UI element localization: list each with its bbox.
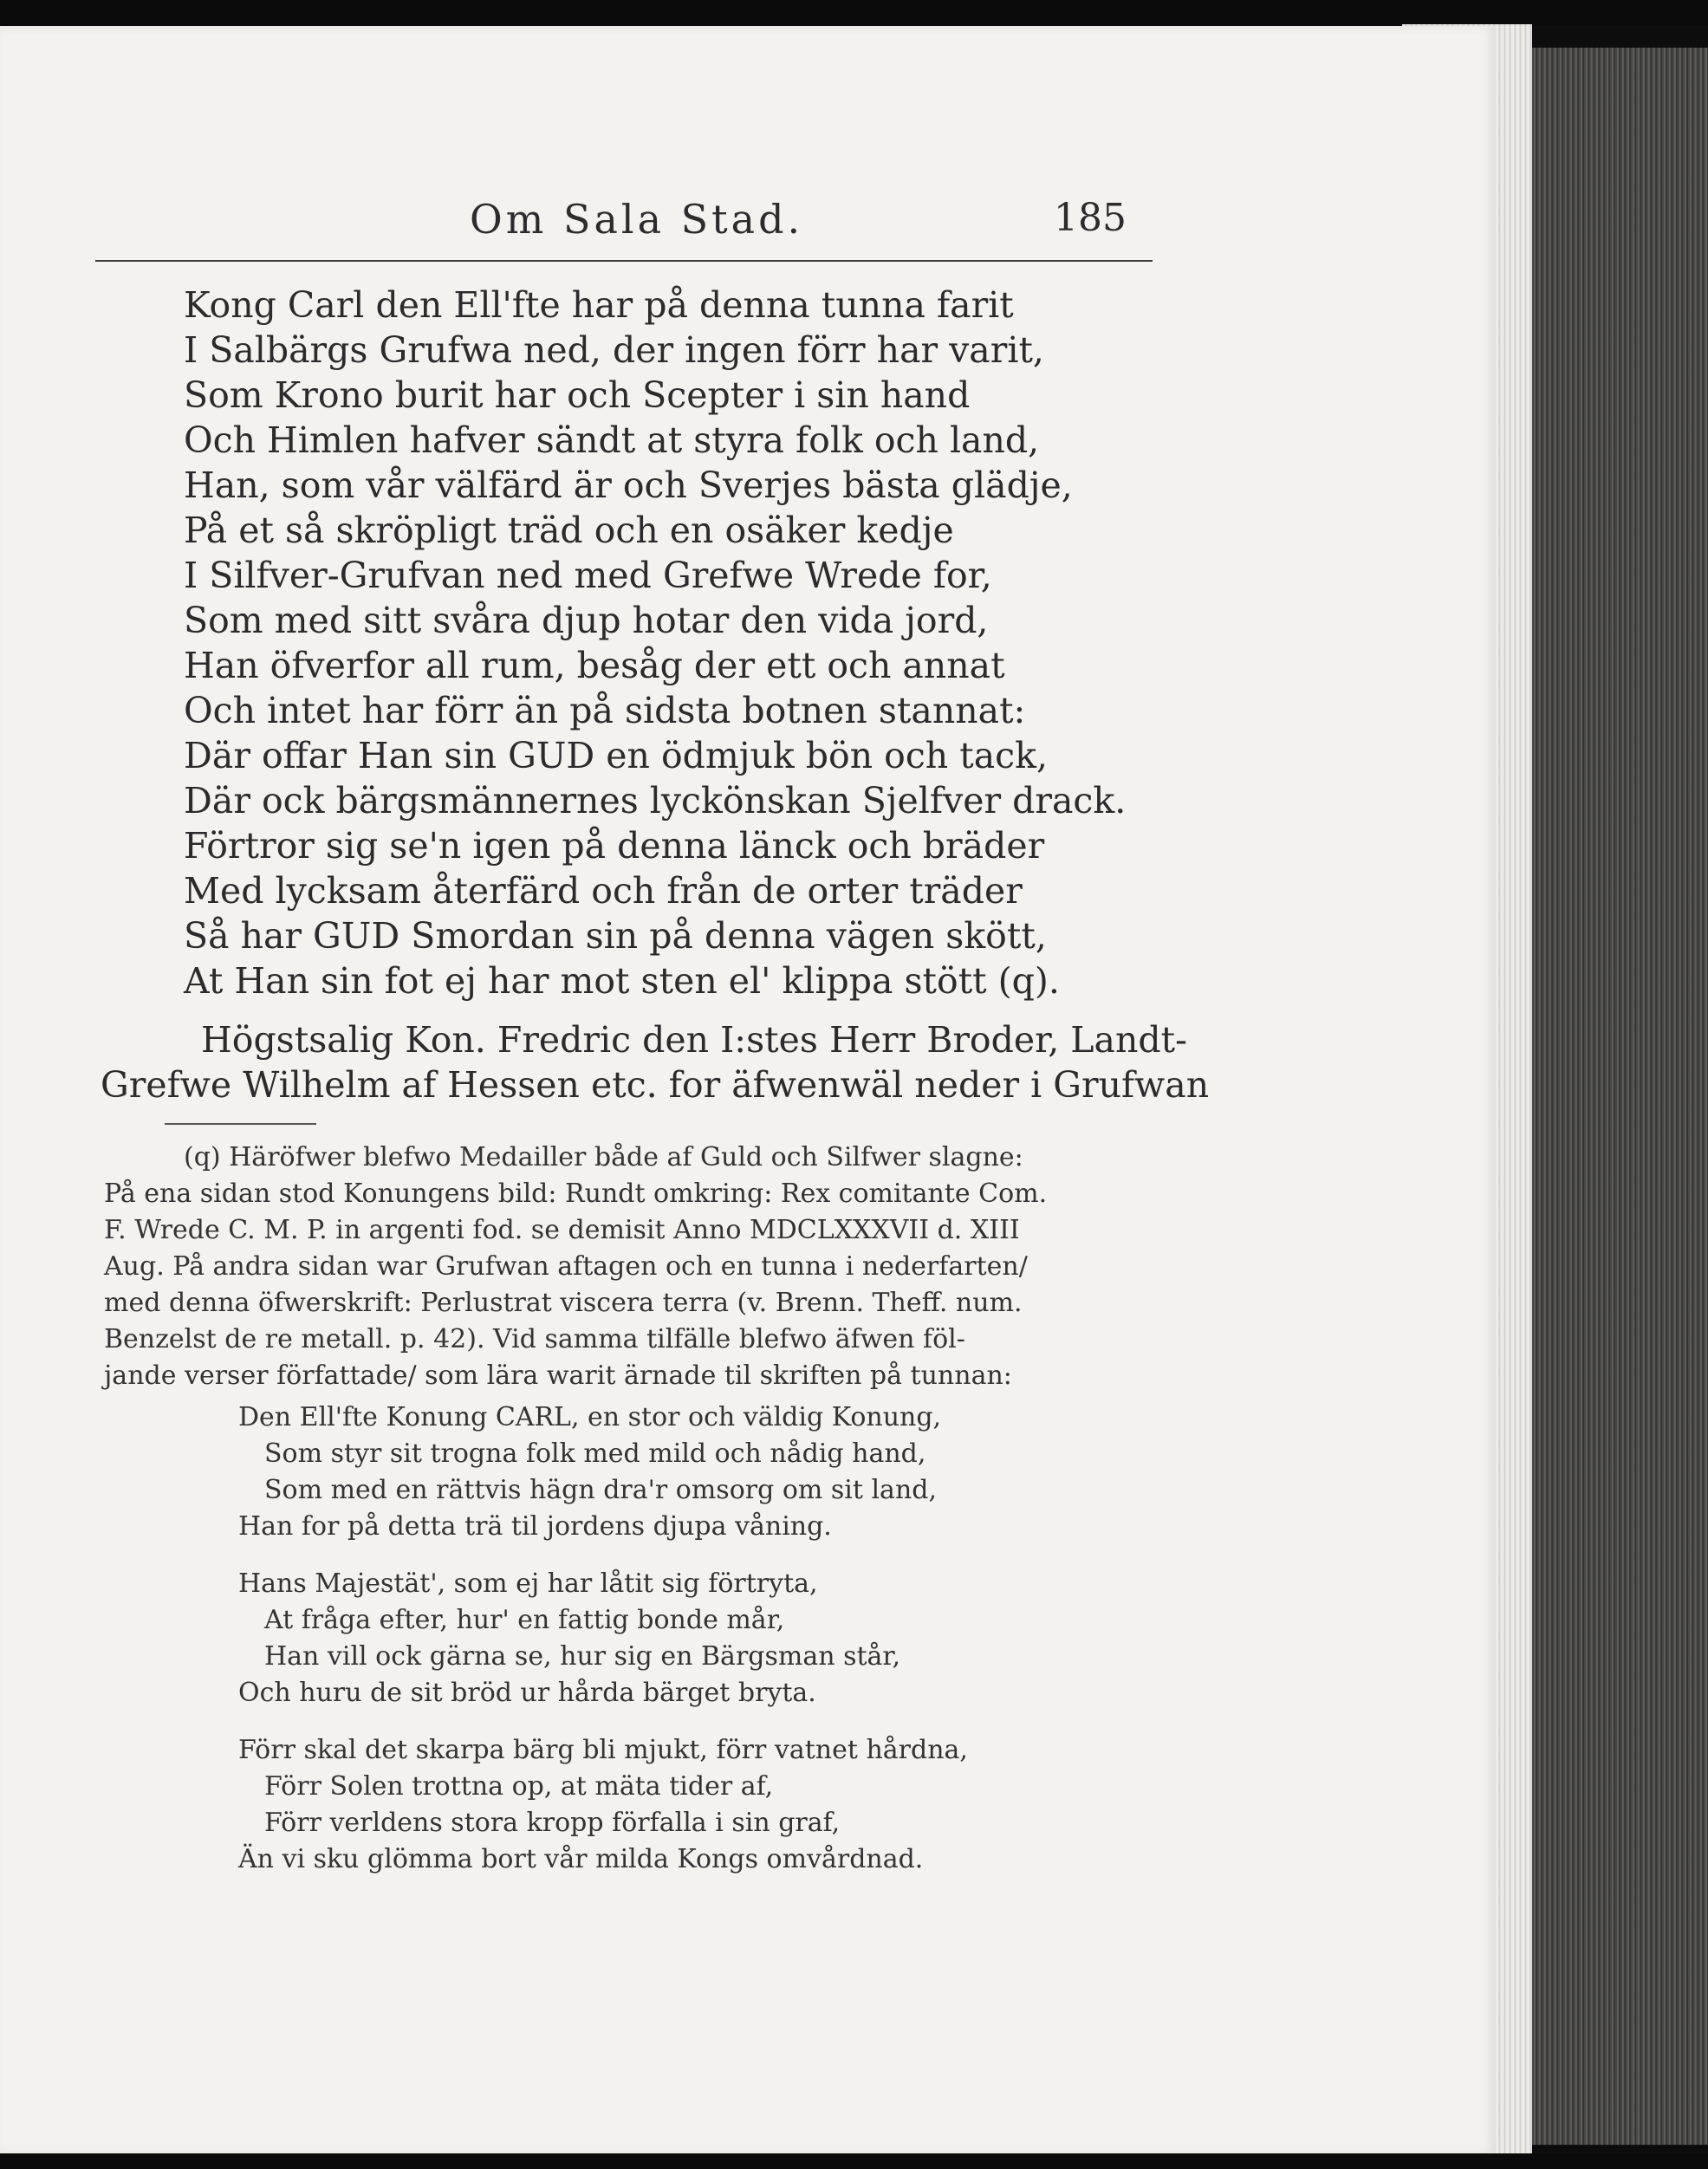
footnote-line: jande verser författade/ som lära warit ärnade til skriften på tunnan: <box>104 1360 1012 1391</box>
poem-line: Och intet har förr än på sidsta botnen stannat: <box>184 690 1026 731</box>
footnote-verse-line: Än vi sku glömma bort vår milda Kongs omvårdnad. <box>238 1844 924 1874</box>
poem-line: Med lycksam återfärd och från de orter träder <box>184 870 1023 912</box>
page-number: 185 <box>1054 196 1127 240</box>
footnote-verse-line: Som med en rättvis hägn dra'r omsorg om sit land, <box>264 1475 938 1505</box>
poem-line: Förtror sig se'n igen på denna länck och bräder <box>184 825 1045 867</box>
poem-line: Som med sitt svåra djup hotar den vida jord, <box>184 600 989 641</box>
footnote-verse-line: At fråga efter, hur' en fattig bonde mår, <box>264 1605 785 1635</box>
running-title: Om Sala Stad. <box>470 196 804 243</box>
book-page-block <box>1512 48 1708 2145</box>
poem-line: Han, som vår välfärd är och Sverjes bästa glädje, <box>184 464 1073 506</box>
footnote-line: Aug. På andra sidan war Grufwan aftagen och en tunna i nederfarten/ <box>104 1251 1028 1282</box>
footnote-verse-line: Han for på detta trä til jordens djupa våning. <box>238 1511 832 1542</box>
footnote-line: (q) Häröfwer blefwo Medailler både af Guld och Silfwer slagne: <box>184 1142 1023 1172</box>
poem-line: At Han sin fot ej har mot sten el' klippa stött (q). <box>184 960 1060 1002</box>
poem-line: Där offar Han sin GUD en ödmjuk bön och tack, <box>184 735 1048 776</box>
footnote-verse-line: Förr skal det skarpa bärg bli mjukt, förr vatnet hårdna, <box>238 1735 968 1765</box>
footnote-line: Benzelst de re metall. p. 42). Vid samma tilfälle blefwo äfwen föl- <box>104 1324 965 1354</box>
poem-line: Där ock bärgsmännernes lyckönskan Sjelfver drack. <box>184 780 1127 821</box>
poem-line: I Salbärgs Grufwa ned, der ingen förr har varit, <box>184 329 1044 371</box>
header-rule <box>95 260 1153 262</box>
footnote-rule <box>165 1123 316 1125</box>
scan-bottom-shadow <box>0 2153 1708 2169</box>
poem-line: Så har GUD Smordan sin på denna vägen skött, <box>184 915 1047 957</box>
running-head <box>95 189 1153 250</box>
footnote-verse-line: Förr verldens stora kropp förfalla i sin graf, <box>264 1808 841 1838</box>
poem-line: Och Himlen hafver sändt at styra folk och land, <box>184 419 1040 461</box>
poem-line: Som Krono burit har och Scepter i sin hand <box>184 374 971 416</box>
footnote-verse-line: Den Ell'fte Konung CARL, en stor och väldig Konung, <box>238 1402 942 1432</box>
footnote-verse-line: Som styr sit trogna folk med mild och nådig hand, <box>264 1438 926 1469</box>
footnote-verse-line: Hans Majestät', som ej har låtit sig förtryta, <box>238 1568 818 1599</box>
poem-line: I Silfver-Grufvan ned med Grefwe Wrede for, <box>184 555 992 596</box>
footnote-line: med denna öfwerskrift: Perlustrat viscera terra (v. Brenn. Theff. num. <box>104 1288 1023 1318</box>
footnote-verse-line: Han vill ock gärna se, hur sig en Bärgsman står, <box>264 1641 900 1672</box>
footnote-line: På ena sidan stod Konungens bild: Rundt omkring: Rex comitante Com. <box>104 1179 1048 1209</box>
scan-top-shadow <box>0 0 1708 26</box>
footnote-verse-line: Och huru de sit bröd ur hårda bärget bryta. <box>238 1678 816 1708</box>
poem-line: På et så skröpligt träd och en osäker kedje <box>184 510 954 551</box>
footnote-line: F. Wrede C. M. P. in argenti fod. se demisit Anno MDCLXXXVII d. XIII <box>104 1215 1020 1245</box>
poem-line: Kong Carl den Ell'fte har på denna tunna farit <box>184 284 1014 326</box>
body-line: Högstsalig Kon. Fredric den I:stes Herr Broder, Landt- <box>201 1019 1187 1061</box>
body-line: Grefwe Wilhelm af Hessen etc. for äfwenwäl neder i Grufwan <box>101 1064 1210 1106</box>
poem-line: Han öfverfor all rum, besåg der ett och annat <box>184 645 1005 686</box>
footnote-verse-line: Förr Solen trottna op, at mäta tider af, <box>264 1771 774 1802</box>
